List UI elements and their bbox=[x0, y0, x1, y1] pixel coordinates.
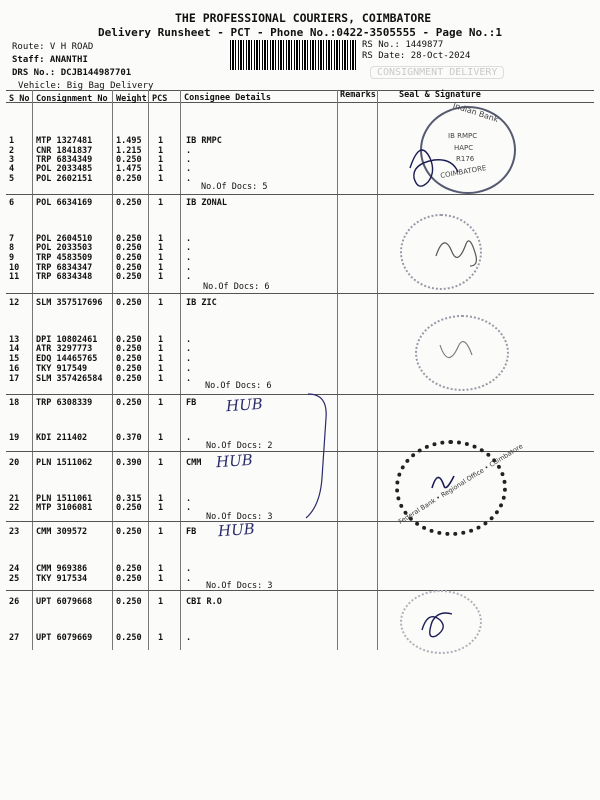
row-weight: 0.250 bbox=[116, 503, 142, 513]
row-weight: 0.250 bbox=[116, 243, 142, 253]
seal-line: COIMBATORE bbox=[439, 164, 487, 180]
doc-count: No.Of Docs: 5 bbox=[201, 182, 268, 192]
row-pcs: 1 bbox=[158, 234, 164, 244]
row-pcs: 1 bbox=[158, 198, 164, 208]
row-consignee-detail: . bbox=[186, 272, 192, 282]
doc-count: No.Of Docs: 3 bbox=[206, 512, 273, 522]
row-weight: 1.215 bbox=[116, 146, 142, 156]
row-consignee-detail: IB RMPC bbox=[186, 136, 222, 146]
row-weight: 0.250 bbox=[116, 174, 142, 184]
row-pcs: 1 bbox=[158, 494, 164, 504]
row-pcs: 1 bbox=[158, 564, 164, 574]
col-consignee: Consignee Details bbox=[184, 93, 271, 103]
row-consignment-no: PLN 1511061 bbox=[36, 494, 93, 504]
row-consignment-no: POL 6634169 bbox=[36, 198, 93, 208]
row-consignment-no: TKY 917549 bbox=[36, 364, 88, 374]
row-sno: 15 bbox=[9, 354, 20, 364]
row-pcs: 1 bbox=[158, 253, 164, 263]
row-consignee-detail: . bbox=[186, 574, 192, 584]
row-consignee-detail: CMM bbox=[186, 458, 202, 468]
row-consignment-no: POL 2602151 bbox=[36, 174, 93, 184]
row-consignee-detail: . bbox=[186, 253, 192, 263]
row-weight: 0.250 bbox=[116, 597, 142, 607]
row-pcs: 1 bbox=[158, 597, 164, 607]
row-pcs: 1 bbox=[158, 174, 164, 184]
row-pcs: 1 bbox=[158, 364, 164, 374]
row-sno: 5 bbox=[9, 174, 15, 184]
row-sno: 20 bbox=[9, 458, 20, 468]
row-pcs: 1 bbox=[158, 398, 164, 408]
row-pcs: 1 bbox=[158, 263, 164, 273]
row-pcs: 1 bbox=[158, 344, 164, 354]
col-seal: Seal & Signature bbox=[399, 90, 481, 100]
row-sno: 18 bbox=[9, 398, 20, 408]
row-pcs: 1 bbox=[158, 146, 164, 156]
row-consignee-detail: . bbox=[186, 174, 192, 184]
row-weight: 0.250 bbox=[116, 633, 142, 643]
row-weight: 0.250 bbox=[116, 364, 142, 374]
signature bbox=[430, 325, 490, 375]
row-consignment-no: UPT 6079669 bbox=[36, 633, 93, 643]
row-sno: 27 bbox=[9, 633, 20, 643]
row-weight: 0.250 bbox=[116, 527, 142, 537]
doc-count: No.Of Docs: 6 bbox=[203, 282, 270, 292]
row-consignee-detail: . bbox=[186, 354, 192, 364]
row-weight: 0.250 bbox=[116, 564, 142, 574]
row-consignment-no: ATR 3297773 bbox=[36, 344, 93, 354]
row-sno: 16 bbox=[9, 364, 20, 374]
doc-count: No.Of Docs: 3 bbox=[206, 581, 273, 591]
row-pcs: 1 bbox=[158, 298, 164, 308]
row-weight: 0.390 bbox=[116, 458, 142, 468]
seal-bank-name: Indian Bank bbox=[451, 100, 500, 125]
row-pcs: 1 bbox=[158, 633, 164, 643]
row-pcs: 1 bbox=[158, 335, 164, 345]
row-consignment-no: TRP 6834347 bbox=[36, 263, 93, 273]
route-label: Route: V H ROAD bbox=[12, 42, 94, 52]
row-weight: 0.250 bbox=[116, 344, 142, 354]
row-consignee-detail: . bbox=[186, 335, 192, 345]
row-sno: 10 bbox=[9, 263, 20, 273]
doc-count: No.Of Docs: 6 bbox=[205, 381, 272, 391]
row-consignment-no: TRP 6308339 bbox=[36, 398, 93, 408]
row-consignee-detail: . bbox=[186, 494, 192, 504]
row-weight: 0.250 bbox=[116, 335, 142, 345]
row-consignee-detail: . bbox=[186, 633, 192, 643]
sheet-title: Delivery Runsheet - PCT - Phone No.:0422-3505555 - Page No.:1 bbox=[98, 26, 502, 39]
rs-number: RS No.: 1449877 bbox=[362, 40, 444, 50]
row-consignment-no: DPI 10802461 bbox=[36, 335, 98, 345]
row-consignment-no: CMM 969386 bbox=[36, 564, 88, 574]
row-sno: 25 bbox=[9, 574, 20, 584]
handwritten-hub: HUB bbox=[215, 450, 254, 472]
row-weight: 0.250 bbox=[116, 198, 142, 208]
barcode bbox=[230, 40, 358, 70]
row-sno: 13 bbox=[9, 335, 20, 345]
row-weight: 1.475 bbox=[116, 164, 142, 174]
row-consignee-detail: . bbox=[186, 243, 192, 253]
row-pcs: 1 bbox=[158, 527, 164, 537]
row-pcs: 1 bbox=[158, 243, 164, 253]
row-consignee-detail: . bbox=[186, 503, 192, 513]
row-pcs: 1 bbox=[158, 136, 164, 146]
row-consignee-detail: FB bbox=[186, 527, 197, 537]
signature bbox=[400, 128, 480, 198]
seal-line: R176 bbox=[456, 155, 475, 163]
row-sno: 24 bbox=[9, 564, 20, 574]
row-consignee-detail: . bbox=[186, 433, 192, 443]
row-weight: 0.250 bbox=[116, 272, 142, 282]
row-sno: 8 bbox=[9, 243, 15, 253]
handwritten-hub: HUB bbox=[217, 519, 256, 541]
signature bbox=[412, 600, 472, 646]
row-consignment-no: TRP 4583509 bbox=[36, 253, 93, 263]
row-weight: 0.250 bbox=[116, 234, 142, 244]
row-consignee-detail: . bbox=[186, 374, 192, 384]
col-pcs: PCS bbox=[152, 94, 168, 104]
row-consignment-no: PLN 1511062 bbox=[36, 458, 93, 468]
row-consignee-detail: IB ZIC bbox=[186, 298, 217, 308]
row-consignment-no: POL 2033485 bbox=[36, 164, 93, 174]
row-consignment-no: TKY 917534 bbox=[36, 574, 88, 584]
row-weight: 0.250 bbox=[116, 374, 142, 384]
row-consignee-detail: . bbox=[186, 146, 192, 156]
row-sno: 4 bbox=[9, 164, 15, 174]
rs-date: RS Date: 28-Oct-2024 bbox=[362, 51, 471, 61]
row-weight: 1.495 bbox=[116, 136, 142, 146]
row-sno: 11 bbox=[9, 272, 20, 282]
row-consignee-detail: . bbox=[186, 155, 192, 165]
row-weight: 0.315 bbox=[116, 494, 142, 504]
row-sno: 19 bbox=[9, 433, 20, 443]
row-consignment-no: CNR 1841837 bbox=[36, 146, 93, 156]
company-title: THE PROFESSIONAL COURIERS, COIMBATORE bbox=[175, 11, 432, 25]
signature bbox=[424, 462, 464, 498]
row-consignment-no: POL 2604510 bbox=[36, 234, 93, 244]
row-consignment-no: TRP 6834349 bbox=[36, 155, 93, 165]
row-pcs: 1 bbox=[158, 164, 164, 174]
row-weight: 0.250 bbox=[116, 354, 142, 364]
handwritten-hub: HUB bbox=[225, 394, 264, 416]
col-weight: Weight bbox=[116, 94, 147, 104]
row-weight: 0.250 bbox=[116, 263, 142, 273]
row-consignee-detail: . bbox=[186, 263, 192, 273]
row-consignee-detail: . bbox=[186, 234, 192, 244]
row-consignment-no: SLM 357426584 bbox=[36, 374, 103, 384]
row-consignment-no: POL 2033503 bbox=[36, 243, 93, 253]
seal-ring-text: Federal Bank • Regional Office • Coimbatore bbox=[396, 442, 525, 526]
row-consignment-no: MTP 3106081 bbox=[36, 503, 93, 513]
row-sno: 2 bbox=[9, 146, 15, 156]
staff-label: Staff: ANANTHI bbox=[12, 55, 88, 65]
row-weight: 0.250 bbox=[116, 155, 142, 165]
row-sno: 23 bbox=[9, 527, 20, 537]
row-consignment-no: EDQ 14465765 bbox=[36, 354, 98, 364]
row-sno: 14 bbox=[9, 344, 20, 354]
signature bbox=[430, 226, 490, 276]
row-weight: 0.250 bbox=[116, 398, 142, 408]
seal-line: HAPC bbox=[454, 144, 474, 152]
row-pcs: 1 bbox=[158, 503, 164, 513]
row-sno: 6 bbox=[9, 198, 15, 208]
faint-stamp: CONSIGNMENT DELIVERY bbox=[370, 66, 504, 79]
seal-line: IB RMPC bbox=[448, 132, 478, 140]
row-pcs: 1 bbox=[158, 433, 164, 443]
row-consignee-detail: FB bbox=[186, 398, 197, 408]
row-consignment-no: CMM 309572 bbox=[36, 527, 88, 537]
row-consignment-no: MTP 1327481 bbox=[36, 136, 93, 146]
vehicle-label: Vehicle: Big Bag Delivery bbox=[18, 81, 154, 91]
row-sno: 12 bbox=[9, 298, 20, 308]
row-pcs: 1 bbox=[158, 374, 164, 384]
row-weight: 0.250 bbox=[116, 574, 142, 584]
drs-number: DRS No.: DCJB144987701 bbox=[12, 68, 132, 78]
row-pcs: 1 bbox=[158, 574, 164, 584]
row-consignment-no: UPT 6079668 bbox=[36, 597, 93, 607]
row-pcs: 1 bbox=[158, 458, 164, 468]
row-sno: 17 bbox=[9, 374, 20, 384]
row-pcs: 1 bbox=[158, 272, 164, 282]
row-consignee-detail: IB ZONAL bbox=[186, 198, 227, 208]
bracket-line bbox=[300, 388, 340, 528]
row-pcs: 1 bbox=[158, 354, 164, 364]
row-consignee-detail: . bbox=[186, 344, 192, 354]
row-consignment-no: SLM 357517696 bbox=[36, 298, 103, 308]
doc-count: No.Of Docs: 2 bbox=[206, 441, 273, 451]
row-consignee-detail: . bbox=[186, 564, 192, 574]
col-consignment: Consignment No bbox=[36, 94, 108, 104]
row-sno: 7 bbox=[9, 234, 15, 244]
row-consignment-no: KDI 211402 bbox=[36, 433, 88, 443]
row-sno: 3 bbox=[9, 155, 15, 165]
row-weight: 0.250 bbox=[116, 253, 142, 263]
row-sno: 1 bbox=[9, 136, 15, 146]
row-weight: 0.370 bbox=[116, 433, 142, 443]
col-remarks: Remarks bbox=[340, 90, 376, 100]
row-sno: 21 bbox=[9, 494, 20, 504]
row-sno: 9 bbox=[9, 253, 15, 263]
row-pcs: 1 bbox=[158, 155, 164, 165]
row-consignee-detail: . bbox=[186, 164, 192, 174]
col-sno: S No bbox=[9, 94, 30, 104]
row-consignee-detail: . bbox=[186, 364, 192, 374]
row-sno: 26 bbox=[9, 597, 20, 607]
row-consignment-no: TRP 6834348 bbox=[36, 272, 93, 282]
row-sno: 22 bbox=[9, 503, 20, 513]
row-consignee-detail: CBI R.O bbox=[186, 597, 222, 607]
row-weight: 0.250 bbox=[116, 298, 142, 308]
